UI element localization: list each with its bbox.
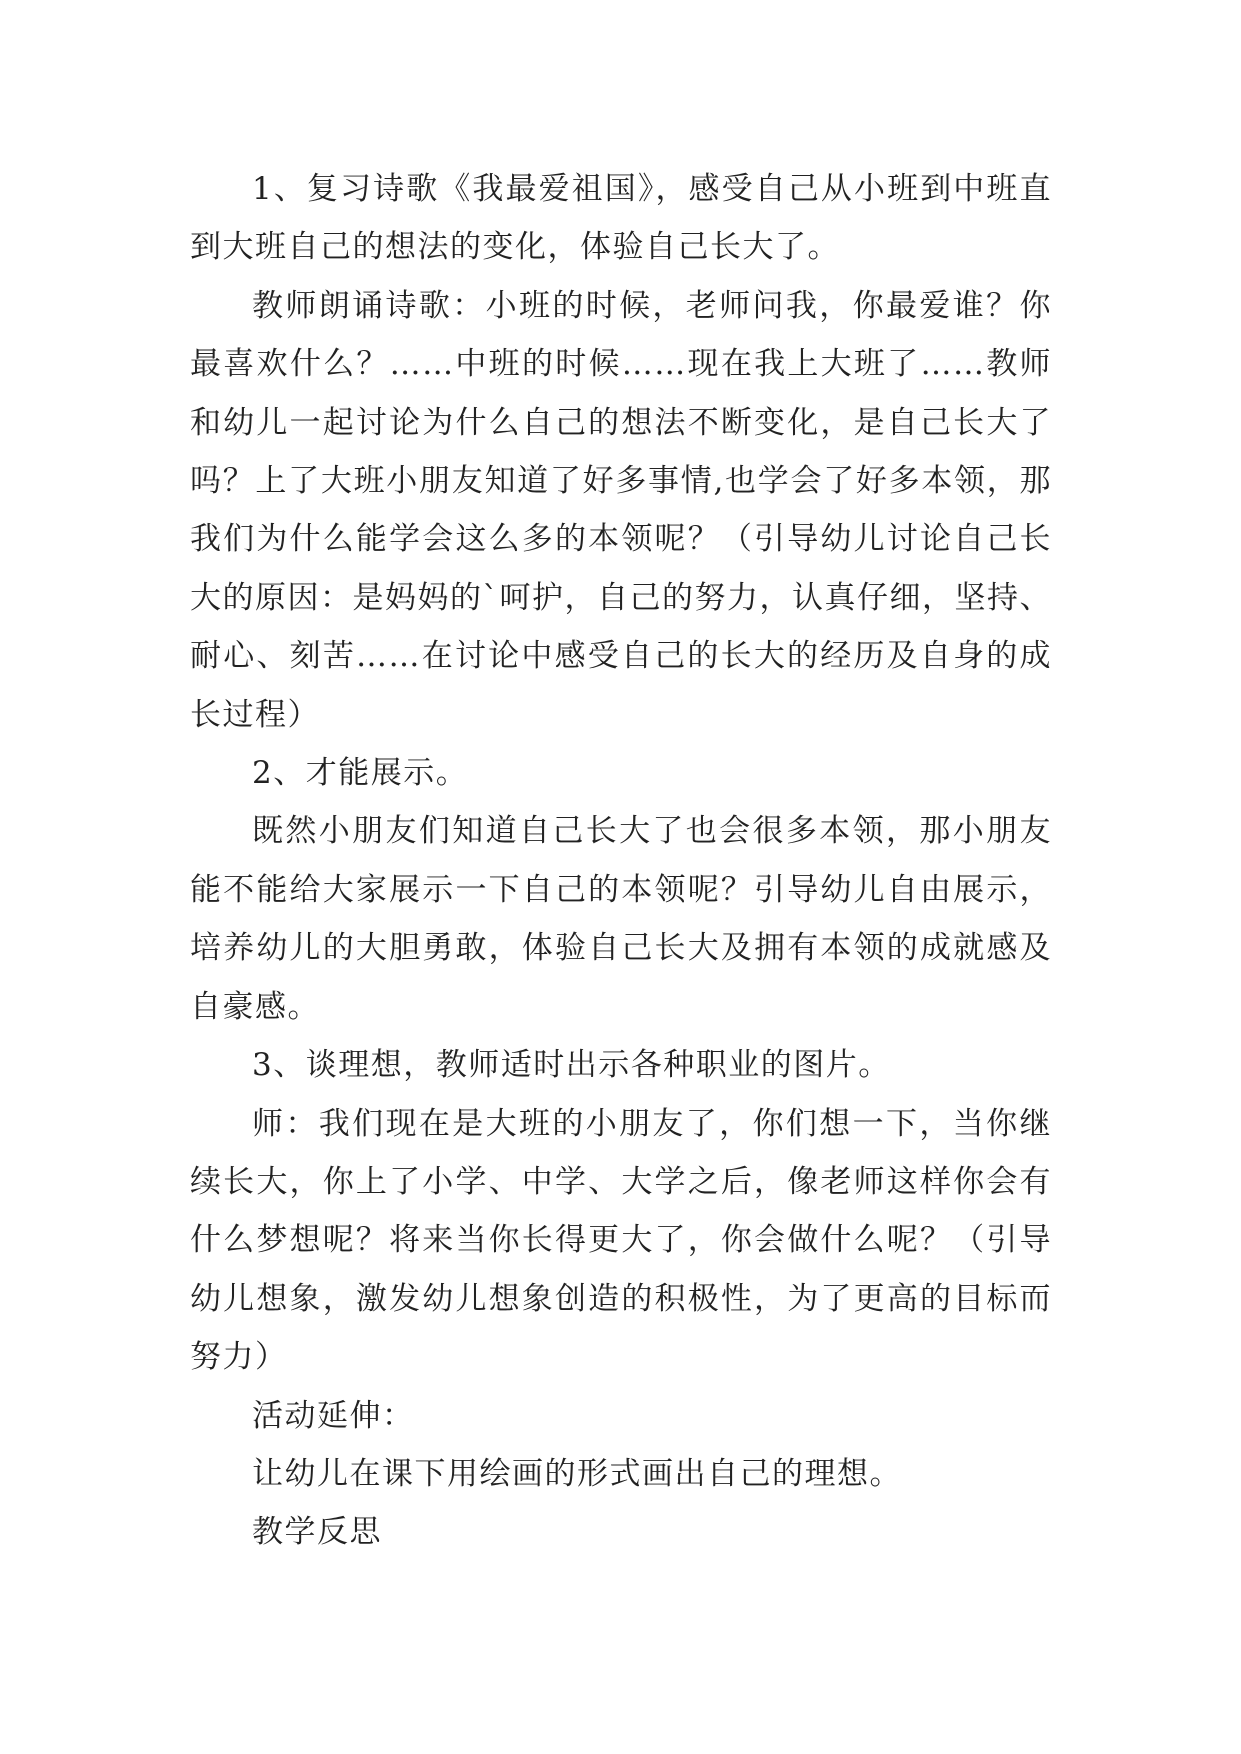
paragraph-ideals-discussion: 师：我们现在是大班的小朋友了，你们想一下，当你继续长大，你上了小学、中学、大学之后，像老师这样你会有什么梦想呢？将来当你长得更大了，你会做什么呢？（引导幼儿想象，激发幼儿想象创造的积极性，为了更高的目标而努力） (190, 1105, 1052, 1376)
paragraph-review-poem: 1、复习诗歌《我最爱祖国》，感受自己从小班到中班直到大班自己的想法的变化，体验自己长大了。 (190, 171, 1052, 266)
paragraph-extension: 让幼儿在课下用绘画的形式画出自己的理想。 (252, 1455, 902, 1492)
paragraph-teacher-recites: 教师朗诵诗歌：小班的时候，老师问我，你最爱谁？你最喜欢什么？……中班的时候……现在我上大班了……教师和幼儿一起讨论为什么自己的想法不断变化，是自己长大了吗？上了大班小朋友知道了好多事情,也学会了好多本领，那我们为什么能学会这么多的本领呢？（引导幼儿讨论自己长大的原因：是妈妈的`呵护，自己的努力，认真仔细，坚持、耐心、刻苦……在讨论中感受自己的长大的经历及自身的成长过程） (190, 287, 1052, 733)
paragraph-talent-show-heading: 2、才能展示。 (252, 755, 469, 792)
paragraph-ideals-heading: 3、谈理想，教师适时出示各种职业的图片。 (252, 1047, 891, 1084)
document-body (190, 160, 1052, 1562)
paragraph-talent-show: 既然小朋友们知道自己长大了也会很多本领，那小朋友能不能给大家展示一下自己的本领呢？引导幼儿自由展示，培养幼儿的大胆勇敢，体验自己长大及拥有本领的成就感及自豪感。 (190, 813, 1052, 1025)
paragraph-extension-heading: 活动延伸： (252, 1397, 415, 1434)
paragraph-reflection-heading: 教学反思 (252, 1514, 382, 1551)
